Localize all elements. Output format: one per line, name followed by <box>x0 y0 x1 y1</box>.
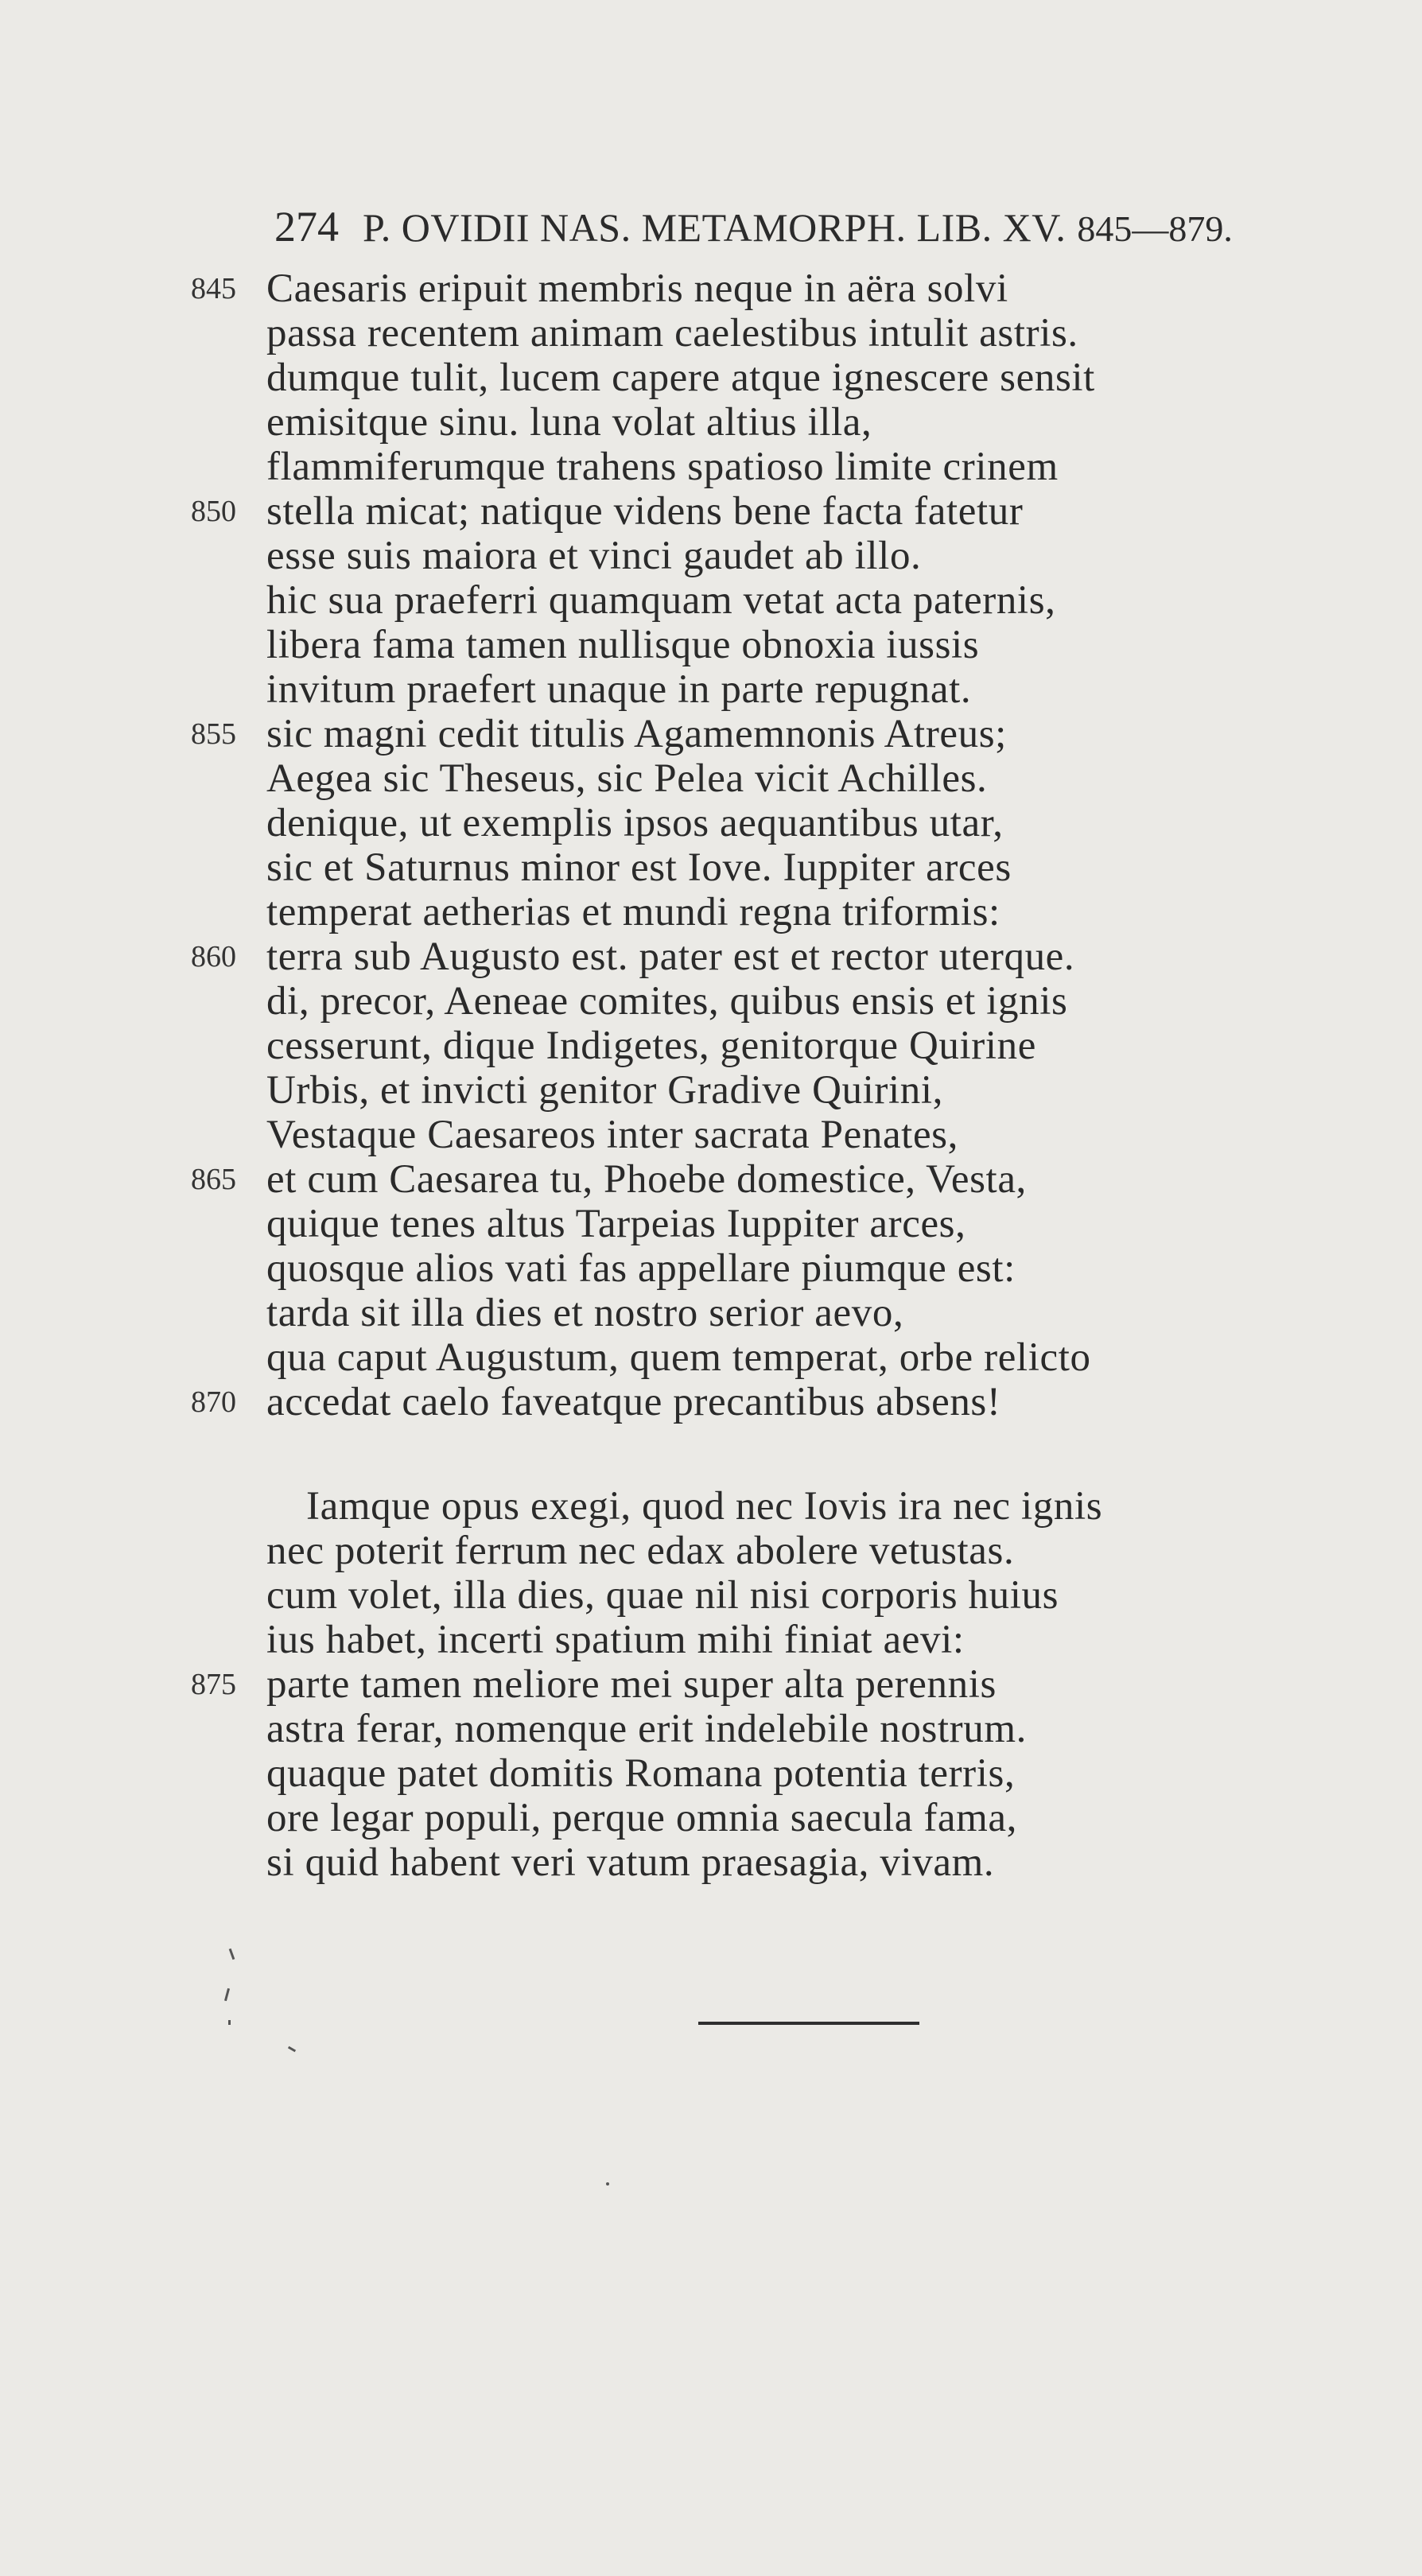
verse-line <box>191 667 1288 712</box>
verse-text: si quid habent veri vatum praesagia, vivam. <box>266 1840 995 1885</box>
verse-epilogue <box>191 1484 1288 1885</box>
verse-text: dumque tulit, lucem capere atque ignescere sensit <box>266 356 1095 400</box>
verse-text: sic et Saturnus minor est Iove. Iuppiter arces <box>266 845 1012 890</box>
verse-text: ore legar populi, perque omnia saecula fama, <box>266 1796 1018 1840</box>
verse-line <box>191 1113 1288 1157</box>
verse-line <box>191 356 1288 400</box>
verse-text: Aegea sic Theseus, sic Pelea vicit Achilles. <box>266 756 988 801</box>
verse-text: emisitque sinu. luna volat altius illa, <box>266 400 872 445</box>
running-header <box>274 199 1280 254</box>
verse-line <box>191 578 1288 623</box>
verse-text: accedat caelo faveatque precantibus absens! <box>266 1380 1001 1424</box>
verse-line <box>191 890 1288 934</box>
verse-line <box>191 266 1288 311</box>
verse-text: stella micat; natique videns bene facta fatetur <box>266 489 1024 534</box>
verse-text: temperat aetherias et mundi regna triformis: <box>266 890 1000 934</box>
verse-text: quaque patet domitis Romana potentia terris, <box>266 1751 1016 1796</box>
verse-line <box>191 1662 1288 1707</box>
running-title: P. OVIDII NAS. METAMORPH. LIB. XV. <box>363 205 1066 250</box>
verse-text: denique, ut exemplis ipsos aequantibus utar, <box>266 801 1004 845</box>
verse-line <box>191 756 1288 801</box>
verse-line <box>191 1796 1288 1840</box>
verse-text: astra ferar, nomenque erit indelebile nostrum. <box>266 1707 1027 1751</box>
verse-text: parte tamen meliore mei super alta perennis <box>266 1662 997 1707</box>
verse-line <box>191 1707 1288 1751</box>
verse-line <box>191 623 1288 667</box>
scan-speck <box>224 1988 230 2001</box>
scan-speck <box>606 2182 609 2186</box>
verse-text: terra sub Augusto est. pater est et rector uterque. <box>266 934 1075 979</box>
verse-line <box>191 1484 1288 1529</box>
scan-speck <box>288 2046 296 2053</box>
verse-line <box>191 1246 1288 1291</box>
verse-line <box>191 445 1288 489</box>
page-number: 274 <box>274 203 339 251</box>
line-number: 860 <box>191 940 236 973</box>
verse-text: libera fama tamen nullisque obnoxia iussis <box>266 623 980 667</box>
scan-speck <box>228 2020 231 2025</box>
line-number: 865 <box>191 1163 236 1196</box>
verse-block <box>191 266 1288 1885</box>
verse-line <box>191 1840 1288 1885</box>
verse-line <box>191 534 1288 578</box>
verse-line <box>191 979 1288 1024</box>
verse-text: qua caput Augustum, quem temperat, orbe relicto <box>266 1335 1091 1380</box>
verse-text: flammiferumque trahens spatioso limite crinem <box>266 445 1059 489</box>
verse-line <box>191 845 1288 890</box>
verse-text: cesserunt, dique Indigetes, genitorque Quirine <box>266 1024 1036 1068</box>
verse-text: quique tenes altus Tarpeias Iuppiter arces, <box>266 1202 966 1246</box>
verse-text: quosque alios vati fas appellare piumque est: <box>266 1246 1016 1291</box>
verse-text: Caesaris eripuit membris neque in aëra solvi <box>266 266 1008 311</box>
verse-line <box>191 1068 1288 1113</box>
verse-line <box>191 400 1288 445</box>
verse-text: di, precor, Aeneae comites, quibus ensis et ignis <box>266 979 1068 1024</box>
line-number: 845 <box>191 272 236 305</box>
verse-line <box>191 1380 1288 1424</box>
verse-text: Vestaque Caesareos inter sacrata Penates, <box>266 1113 958 1157</box>
verse-text: passa recentem animam caelestibus intulit astris. <box>266 311 1078 356</box>
verse-text: Urbis, et invicti genitor Gradive Quirini, <box>266 1068 943 1113</box>
verse-text: et cum Caesarea tu, Phoebe domestice, Vesta, <box>266 1157 1027 1202</box>
stanza-gap <box>191 1424 1288 1484</box>
verse-line <box>191 801 1288 845</box>
verse-line <box>191 1529 1288 1573</box>
verse-text: esse suis maiora et vinci gaudet ab illo. <box>266 534 922 578</box>
scan-speck <box>229 1949 235 1960</box>
verse-line <box>191 712 1288 756</box>
verse-text: cum volet, illa dies, quae nil nisi corporis huius <box>266 1573 1059 1618</box>
verse-text: Iamque opus exegi, quod nec Iovis ira nec ignis <box>306 1484 1103 1529</box>
verse-line <box>191 1291 1288 1335</box>
verse-text: ius habet, incerti spatium mihi finiat aevi: <box>266 1618 965 1662</box>
line-number: 875 <box>191 1668 236 1701</box>
verse-line <box>191 1024 1288 1068</box>
verse-line <box>191 1751 1288 1796</box>
verse-line <box>191 1157 1288 1202</box>
verse-text: sic magni cedit titulis Agamemnonis Atreus; <box>266 712 1007 756</box>
line-number: 855 <box>191 717 236 751</box>
verse-line <box>191 1202 1288 1246</box>
verse-line <box>191 1573 1288 1618</box>
line-range: 845—879. <box>1077 208 1233 249</box>
verse-text: invitum praefert unaque in parte repugnat. <box>266 667 972 712</box>
verse-line <box>191 489 1288 534</box>
verse-line <box>191 934 1288 979</box>
verse-text: nec poterit ferrum nec edax abolere vetustas. <box>266 1529 1015 1573</box>
end-rule <box>698 2022 919 2025</box>
verse-text: tarda sit illa dies et nostro serior aevo, <box>266 1291 904 1335</box>
verse-line <box>191 1335 1288 1380</box>
verse-text: hic sua praeferri quamquam vetat acta paternis, <box>266 578 1056 623</box>
verse-line <box>191 311 1288 356</box>
line-number: 850 <box>191 495 236 528</box>
verse-main <box>191 266 1288 1424</box>
verse-line <box>191 1618 1288 1662</box>
line-number: 870 <box>191 1385 236 1419</box>
